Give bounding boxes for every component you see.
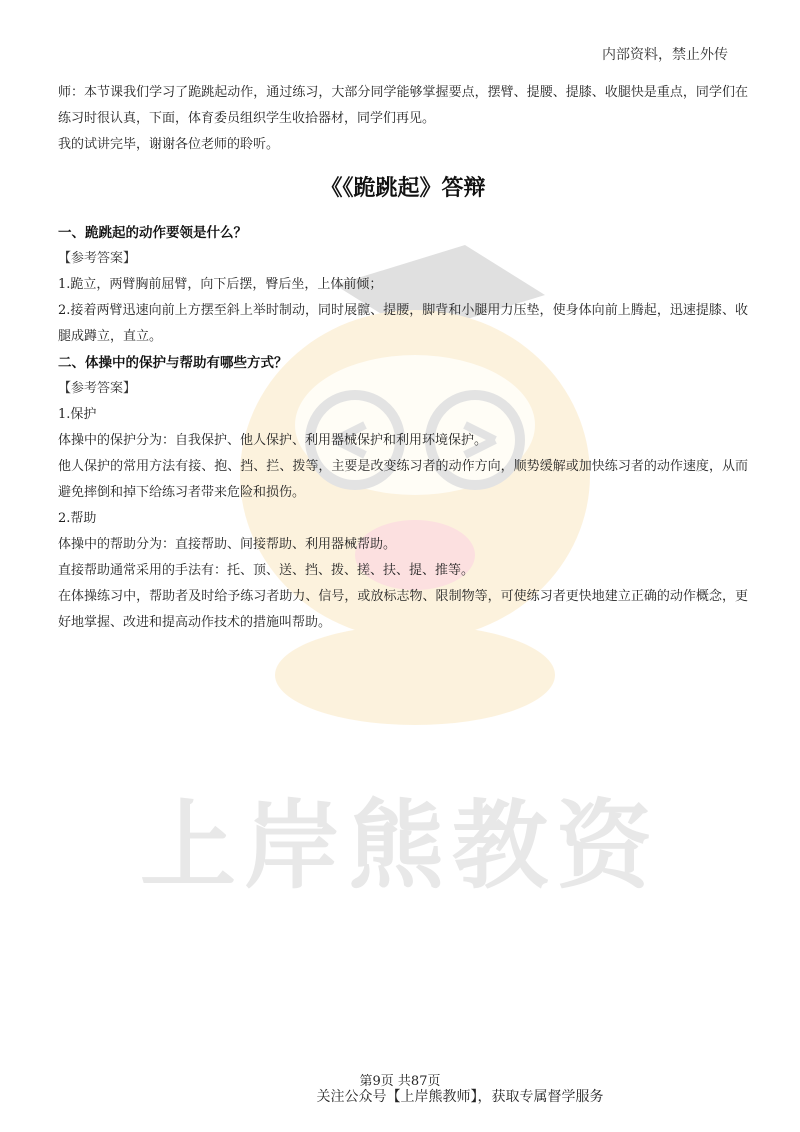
answer-2-line: 他人保护的常用方法有接、抱、挡、拦、拨等，主要是改变练习者的动作方向，顺势缓解或加快练习者的动作速度，从而避免摔倒和掉下给练习者带来危险和损伤。: [58, 459, 748, 500]
answer-tag-2: 【参考答案】: [58, 381, 137, 396]
answer-2-line: 在体操练习中，帮助者及时给予练习者助力、信号，或放标志物、限制物等，可使练习者更快地建立正确的动作概念，更好地掌握、改进和提高动作技术的措施叫帮助。: [58, 589, 748, 630]
document-content: [58, 80, 748, 636]
answer-2-line: 直接帮助通常采用的手法有：托、顶、送、挡、拨、搓、扶、提、推等。: [58, 563, 475, 578]
question-2: 二、体操中的保护与帮助有哪些方式？: [58, 355, 288, 371]
watermark-text: 上岸熊教资: [140, 790, 660, 902]
answer-2-line: 体操中的保护分为：自我保护、他人保护、利用器械保护和利用环境保护。: [58, 433, 488, 448]
footer-promo: 关注公众号【上岸熊教师】，获取专属督学服务: [316, 1089, 604, 1105]
intro-closing: 我的试讲完毕，谢谢各位老师的聆听。: [58, 137, 280, 152]
answer-tag-1: 【参考答案】: [58, 251, 137, 266]
header-note: 内部资料，禁止外传: [602, 47, 728, 63]
answer-2-line: 2.帮助: [58, 511, 97, 526]
answer-2-line: 体操中的帮助分为：直接帮助、间接帮助、利用器械帮助。: [58, 537, 397, 552]
page-number: 第9页 共87页: [359, 1074, 441, 1089]
answer-1-line: 2.接着两臂迅速向前上方摆至斜上举时制动，同时展髋、提腰，脚背和小腿用力压垫，使身体向前上腾起，迅速提膝、收腿成蹲立，直立。: [58, 303, 748, 344]
answer-2-line: 1.保护: [58, 407, 97, 422]
answer-1-line: 1.跪立，两臂胸前屈臂，向下后摆，臀后坐，上体前倾；: [58, 277, 383, 292]
question-1: 一、跪跳起的动作要领是什么？: [58, 225, 247, 241]
page-title: 《《跪跳起》答辩: [320, 175, 486, 201]
intro-paragraph: 师：本节课我们学习了跪跳起动作，通过练习，大部分同学能够掌握要点，摆臂、提腰、提膝、收腿快是重点，同学们在练习时很认真，下面，体育委员组织学生收拾器材，同学们再见。: [58, 85, 748, 126]
